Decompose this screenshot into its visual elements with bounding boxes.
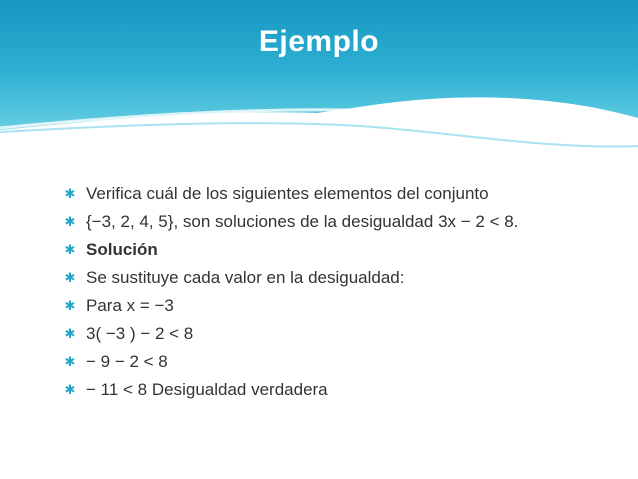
asterisk-icon: ✱ xyxy=(64,354,76,369)
list-item xyxy=(63,320,623,348)
asterisk-icon: ✱ xyxy=(64,326,76,341)
asterisk-icon: ✱ xyxy=(64,270,76,285)
asterisk-icon: ✱ xyxy=(64,242,76,257)
list-item-text: − 11 < 8 Desigualdad verdadera xyxy=(86,380,328,399)
list-item-text: Para x = −3 xyxy=(86,296,174,315)
list-item-text: Se sustituye cada valor en la desigualdad: xyxy=(86,268,405,287)
list-item xyxy=(63,292,623,320)
bullet-list xyxy=(63,180,623,404)
list-item xyxy=(63,376,623,404)
list-item-text: {−3, 2, 4, 5}, son soluciones de la desigualdad 3x − 2 < 8. xyxy=(86,212,519,231)
slide-title: Ejemplo xyxy=(258,25,380,58)
list-item xyxy=(63,208,623,236)
asterisk-icon: ✱ xyxy=(64,214,76,229)
asterisk-icon: ✱ xyxy=(64,382,76,397)
list-item xyxy=(63,348,623,376)
list-item xyxy=(63,264,623,292)
asterisk-icon: ✱ xyxy=(64,298,76,313)
list-item-text: Verifica cuál de los siguientes elementos del conjunto xyxy=(86,184,489,203)
list-item xyxy=(63,180,623,208)
list-item xyxy=(63,236,623,264)
list-item-text: − 9 − 2 < 8 xyxy=(86,352,168,371)
slide-header-banner xyxy=(0,0,638,180)
list-item-text: 3( −3 ) − 2 < 8 xyxy=(86,324,194,343)
solution-heading: Solución xyxy=(86,240,158,259)
asterisk-icon: ✱ xyxy=(64,186,76,201)
